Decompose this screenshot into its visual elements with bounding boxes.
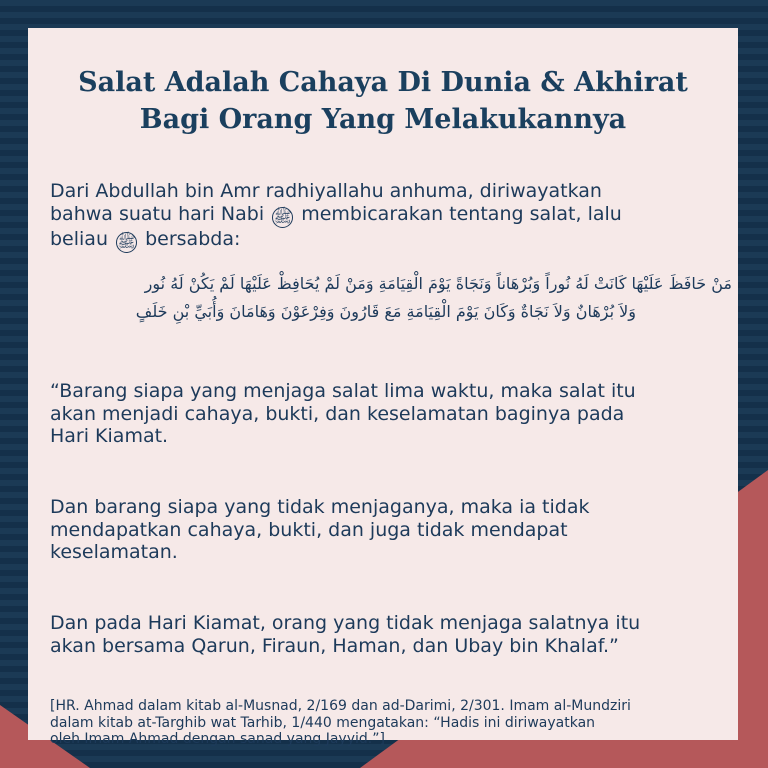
intro-line-2	[50, 203, 730, 228]
salawat-icon: ﷺ	[273, 207, 292, 226]
intro-line-2-start: bahwa suatu hari Nabi	[50, 202, 265, 225]
citation-line: [HR. Ahmad dalam kitab al-Musnad, 2/169 dan ad-Darimi, 2/301. Imam al-Mundziri	[50, 698, 631, 714]
arabic-line-1: مَنْ حَافَظَ عَلَيْهَا كَانَتْ لَهُ نُوراً وَبُرْهَاناً وَنَجَاةً يَوْمَ الْقِيَامَةِ وَمَنْ لَمْ يُحَافِظْ عَلَيْهَا لَمْ يَكُنْ لَهُ نُور	[144, 274, 732, 293]
page-title	[28, 64, 738, 138]
arabic-line-2: وَلاَ بُرْهَانٌ وَلاَ نَجَاةٌ وَكَانَ يَوْمَ الْقِيَامَةِ مَعَ قَارُونَ وَفِرْعَوْنَ وَهَامَانَ وَأُبَيِّ بْنِ خَلَفٍ	[135, 302, 636, 321]
title-line-2: Bagi Orang Yang Melakukannya	[139, 104, 627, 135]
salawat-icon: ﷺ	[117, 232, 136, 251]
intro-line-1: Dari Abdullah bin Amr radhiyallahu anhuma, diriwayatkan	[50, 180, 602, 202]
quote-line: akan menjadi cahaya, bukti, dan keselamatan baginya pada	[50, 402, 625, 425]
intro-line-3-end: bersabda:	[145, 227, 241, 250]
quote-line: akan bersama Qarun, Firaun, Haman, dan Ubay bin Khalaf.”	[50, 634, 619, 657]
quote-line: Dan pada Hari Kiamat, orang yang tidak menjaga salatnya itu	[50, 612, 641, 634]
quote-line: mendapatkan cahaya, bukti, dan juga tidak mendapat	[50, 518, 568, 541]
intro-paragraph	[50, 180, 730, 253]
quote-line: Dan barang siapa yang tidak menjaganya, maka ia tidak	[50, 496, 590, 518]
intro-line-2-end: membicarakan tentang salat, lalu	[301, 202, 622, 225]
intro-line-3-start: beliau	[50, 227, 108, 250]
citation-line: oleh Imam Ahmad dengan sanad yang Jayyid.”]	[50, 731, 385, 747]
quote-paragraph-3	[50, 612, 730, 657]
title-line-1: Salat Adalah Cahaya Di Dunia & Akhirat	[78, 67, 688, 98]
arabic-hadith-text	[46, 270, 732, 326]
intro-line-3	[50, 228, 730, 253]
citation-line: dalam kitab at-Targhib wat Tarhib, 1/440 mengatakan: “Hadis ini diriwayatkan	[50, 714, 596, 731]
quote-line: “Barang siapa yang menjaga salat lima waktu, maka salat itu	[50, 380, 636, 402]
content-card	[28, 28, 738, 747]
quote-line: keselamatan.	[50, 541, 178, 563]
hadith-citation	[50, 698, 730, 748]
quote-paragraph-1	[50, 380, 730, 448]
quote-paragraph-2	[50, 496, 730, 564]
quote-line: Hari Kiamat.	[50, 425, 169, 447]
